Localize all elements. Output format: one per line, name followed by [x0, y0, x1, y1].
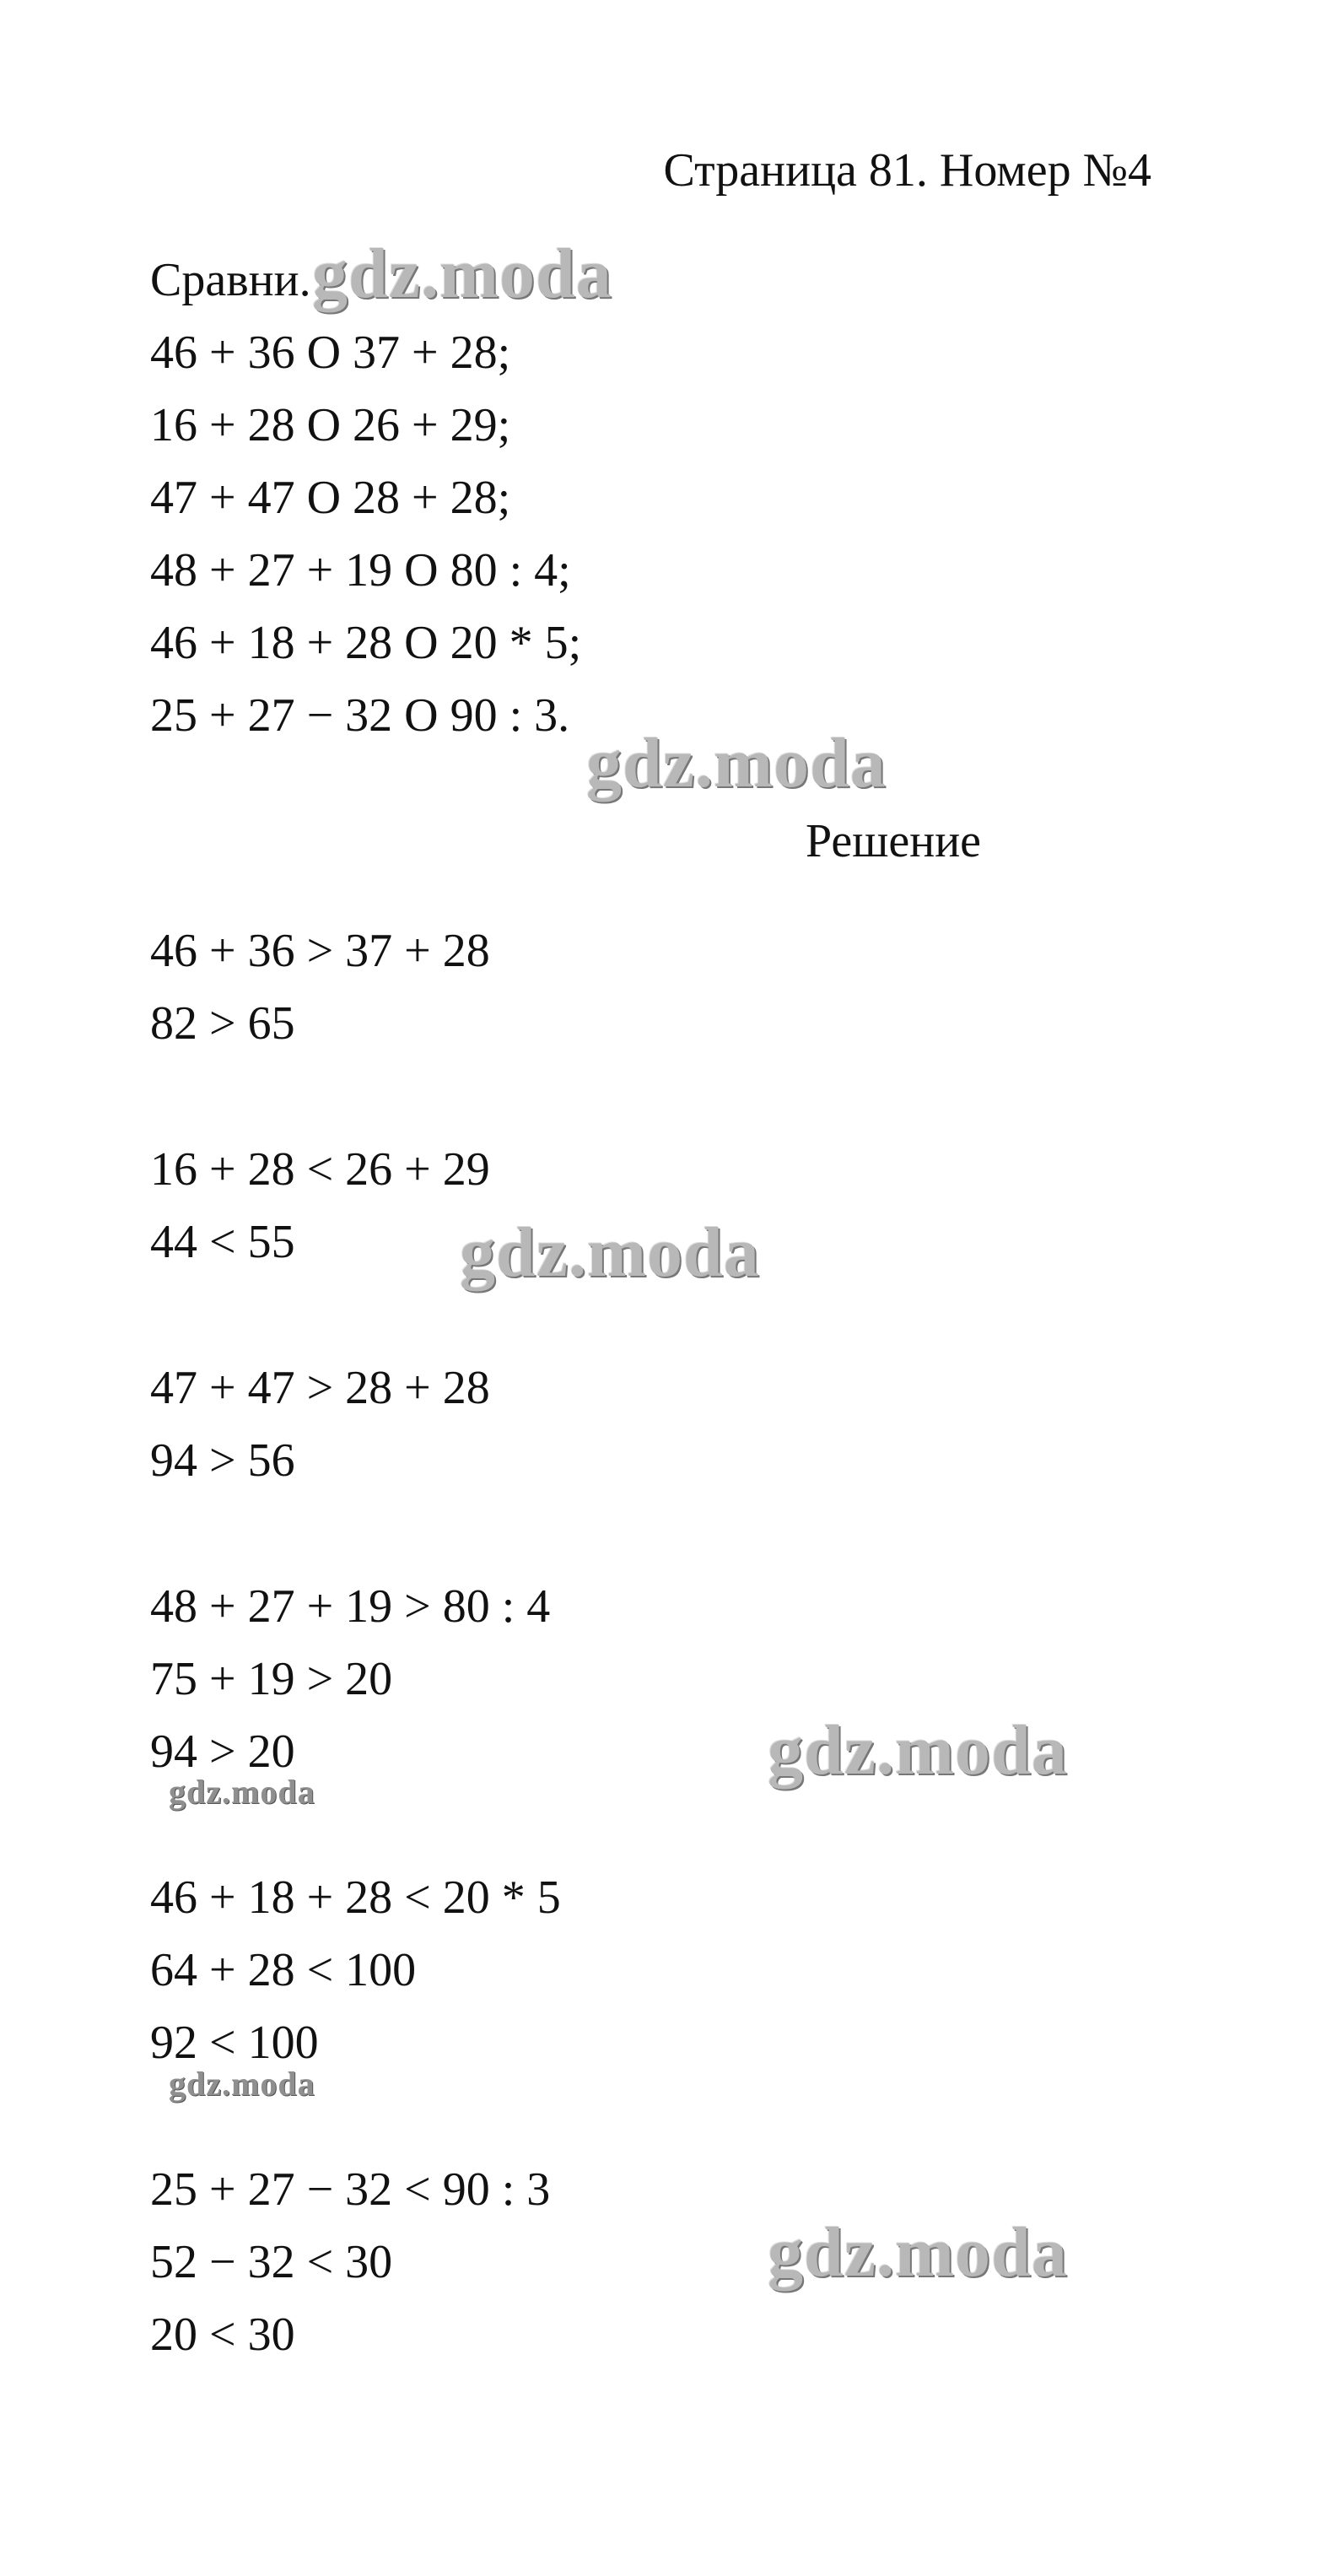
- solution-line: 46 + 36 > 37 + 28: [150, 925, 490, 977]
- watermark: gdz.moda: [586, 724, 887, 802]
- solution-line: 82 > 65: [150, 997, 295, 1050]
- task-line: 46 + 36 O 37 + 28;: [150, 327, 511, 379]
- solution-line: 16 + 28 < 26 + 29: [150, 1143, 490, 1196]
- solution-title: Решение: [806, 815, 982, 867]
- solution-line: 46 + 18 + 28 < 20 * 5: [150, 1871, 561, 1924]
- solution-line: 75 + 19 > 20: [150, 1653, 393, 1705]
- solution-line: 52 − 32 < 30: [150, 2236, 393, 2288]
- solution-line: 64 + 28 < 100: [150, 1944, 417, 1996]
- solution-line: 25 + 27 − 32 < 90 : 3: [150, 2163, 551, 2216]
- task-line: 16 + 28 O 26 + 29;: [150, 399, 511, 451]
- solution-line: 94 > 20: [150, 1725, 295, 1778]
- solution-line: 92 < 100: [150, 2017, 319, 2069]
- solution-line: 47 + 47 > 28 + 28: [150, 1362, 490, 1414]
- watermark: gdz.moda: [169, 1773, 315, 1811]
- watermark: gdz.moda: [768, 1711, 1068, 1790]
- solution-line: 20 < 30: [150, 2309, 295, 2361]
- solution-line: 44 < 55: [150, 1216, 295, 1268]
- task-line: 46 + 18 + 28 O 20 * 5;: [150, 617, 582, 669]
- task-prompt: Сравни.: [150, 254, 311, 306]
- solution-line: 48 + 27 + 19 > 80 : 4: [150, 1580, 551, 1633]
- page-title: Страница 81. Номер №4: [663, 144, 1151, 197]
- watermark: gdz.moda: [460, 1213, 760, 1292]
- task-line: 47 + 47 O 28 + 28;: [150, 472, 511, 524]
- watermark: gdz.moda: [312, 235, 612, 313]
- solution-line: 94 > 56: [150, 1434, 295, 1487]
- task-line: 48 + 27 + 19 O 80 : 4;: [150, 544, 571, 597]
- watermark: gdz.moda: [768, 2213, 1068, 2292]
- watermark: gdz.moda: [169, 2065, 315, 2103]
- task-line: 25 + 27 − 32 O 90 : 3.: [150, 689, 570, 742]
